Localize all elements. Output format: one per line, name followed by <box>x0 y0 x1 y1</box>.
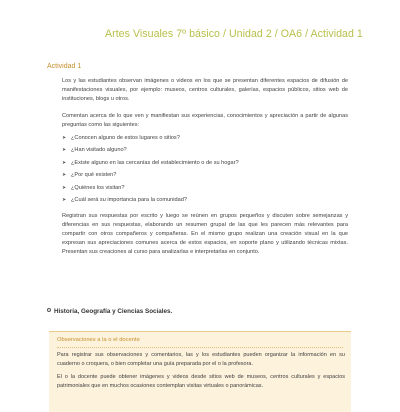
bullet-circle-icon <box>47 308 51 312</box>
subject-connection <box>47 308 172 315</box>
note-paragraph: El o la docente puede obtener imágenes y videos desde sitios web de museos, centros culturales y espacios patrimoniales que en muchos ocasiones contemplan visitas virtuales o panorámicas. <box>57 374 345 389</box>
list-item: ➤ ¿Existe alguno en las cercanías del establecimiento o de su hogar? <box>62 157 348 169</box>
teacher-note-title: Observaciones a la o el docente <box>57 337 140 343</box>
closing-paragraph: Registran sus respuestas por escrito y luego se reúnen en grupos pequeños y discuten sobre semejanzas y diferencias en sus respuestas, elaborando un resumen grupal de las que les parecen más relevantes para compartir con otros compañeros y compañeras. En el mismo grupo realizan una creación visual en la que expresan sus apreciaciones comunes acerca de estos espacios, en soporte plano y utilizando técnicas mixtas. Presentan sus creaciones al curso para analizarlas e interpretarlas en conjunto. <box>62 213 348 256</box>
bullet-arrow-icon: ➤ <box>62 172 67 179</box>
list-item: ➤ ¿Conocen alguno de estos lugares o sitios? <box>62 132 348 144</box>
note-paragraph: Para registrar sus observaciones y comentarios, las y los estudiantes pueden organizar la información en su cuaderno o croquera, o bien completar una guía preparada por el o la profesora. <box>57 352 345 367</box>
bullet-arrow-icon: ➤ <box>62 135 67 141</box>
list-item: ➤ ¿Cuál será su importancia para la comunidad? <box>62 194 348 206</box>
bullet-arrow-icon: ➤ <box>62 147 67 154</box>
activity-content <box>62 77 348 257</box>
subject-label: Historia, Geografía y Ciencias Sociales. <box>54 308 173 315</box>
list-item: ➤ ¿Han visitado alguno? <box>62 144 348 156</box>
bullet-arrow-icon: ➤ <box>62 196 67 203</box>
activity-label: Actividad 1 <box>47 63 82 70</box>
prompt-paragraph: Comentan acerca de lo que ven y manifiestan sus experiencias, conocimientos y apreciación a partir de algunas preguntas como las siguientes: <box>62 113 348 128</box>
note-divider <box>57 347 343 348</box>
list-item: ➤ ¿Por qué existen? <box>62 169 348 181</box>
bullet-arrow-icon: ➤ <box>62 159 67 166</box>
page-title: Artes Visuales 7º básico / Unidad 2 / OA6 / Actividad 1 <box>105 28 363 40</box>
teacher-note-body <box>57 351 345 390</box>
intro-paragraph: Los y las estudiantes observan imágenes o videos en los que se presentan diferentes espacios de difusión de manifestaciones visuales, por ejemplo: museos, centros culturales, galerías, espacios públicos, sitios web de instituciones, blogs u otros. <box>62 78 348 102</box>
bullet-arrow-icon: ➤ <box>62 184 67 191</box>
question-list <box>62 132 348 206</box>
list-item: ➤ ¿Quiénes los visitan? <box>62 182 348 194</box>
